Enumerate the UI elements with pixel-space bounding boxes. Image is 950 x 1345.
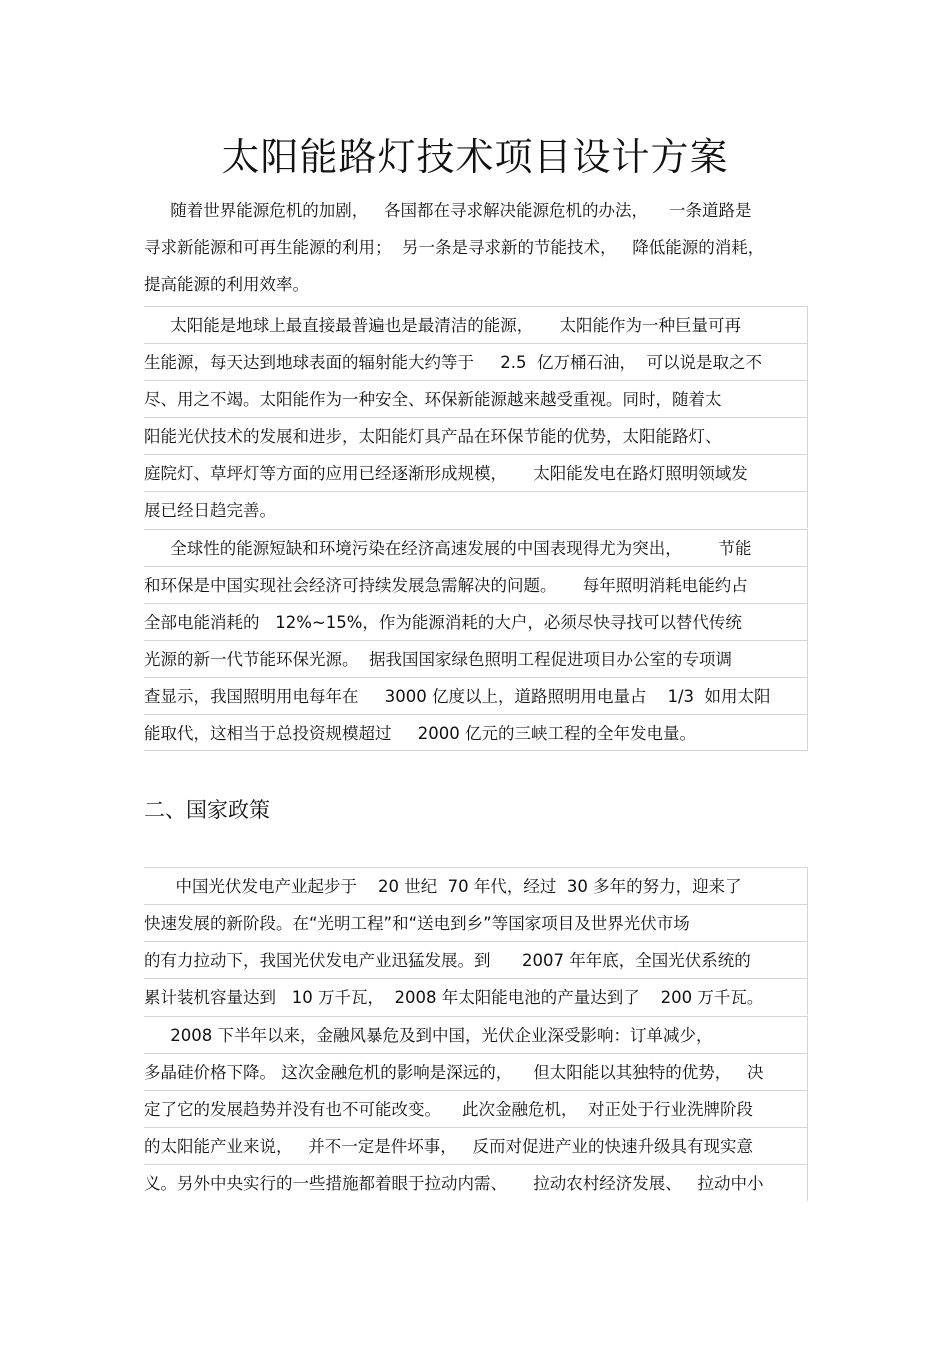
para5-line: 义。另外中央实行的一些措施都着眼于拉动内需、 拉动农村经济发展、 拉动中小 [144, 1164, 808, 1201]
para3-line: 和环保是中国实现社会经济可持续发展急需解决的问题。 每年照明消耗电能约占 [144, 566, 808, 603]
para3-line: 全部电能消耗的 12%~15%，作为能源消耗的大户，必须尽快寻找可以替代传统 [144, 603, 808, 640]
para3-line: 查显示，我国照明用电每年在 3000 亿度以上，道路照明用电量占 1/3 如用太阳 [144, 677, 808, 714]
intro-line: 随着世界能源危机的加剧， 各国都在寻求解决能源危机的办法， 一条道路是 [144, 201, 752, 220]
para5-line: 的太阳能产业来说， 并不一定是件坏事， 反而对促进产业的快速升级具有现实意 [144, 1127, 808, 1164]
para3-line: 能取代，这相当于总投资规模超过 2000 亿元的三峡工程的全年发电量。 [144, 714, 808, 751]
para2-line: 生能源，每天达到地球表面的辐射能大约等于 2.5 亿万桶石油， 可以说是取之不 [144, 343, 808, 380]
para4-line: 快速发展的新阶段。在“光明工程”和“送电到乡”等国家项目及世界光伏市场 [144, 904, 808, 941]
intro-line: 提高能源的利用效率。 [144, 275, 309, 294]
para2-line: 尽、用之不竭。太阳能作为一种安全、环保新能源越来越受重视。同时，随着太 [144, 380, 808, 417]
para4-line: 的有力拉动下，我国光伏发电产业迅猛发展。到 2007 年年底，全国光伏系统的 [144, 941, 808, 978]
para2-line: 庭院灯、草坪灯等方面的应用已经逐渐形成规模， 太阳能发电在路灯照明领域发 [144, 454, 808, 491]
para4-line: 累计装机容量达到 10 万千瓦， 2008 年太阳能电池的产量达到了 200 万千瓦。 [144, 978, 808, 1015]
para2-line: 太阳能是地球上最直接最普遍也是最清洁的能源， 太阳能作为一种巨量可再 [144, 306, 808, 343]
para4-line: 中国光伏发电产业起步于 20 世纪 70 年代，经过 30 多年的努力，迎来了 [144, 867, 808, 904]
para2-line: 阳能光伏技术的发展和进步，太阳能灯具产品在环保节能的优势，太阳能路灯、 [144, 417, 808, 454]
para5-line: 多晶硅价格下降。 这次金融危机的影响是深远的， 但太阳能以其独特的优势， 决 [144, 1053, 808, 1090]
para2-line: 展已经日趋完善。 [144, 491, 808, 528]
para3-line: 全球性的能源短缺和环境污染在经济高速发展的中国表现得尤为突出， 节能 [144, 529, 808, 566]
para5-line: 2008 下半年以来，金融风暴危及到中国，光伏企业深受影响：订单减少， [144, 1016, 808, 1053]
para3-line: 光源的新一代节能环保光源。 据我国国家绿色照明工程促进项目办公室的专项调 [144, 640, 808, 677]
document-title: 太阳能路灯技术项目设计方案 [221, 135, 729, 179]
section-heading: 二、国家政策 [144, 798, 270, 822]
para5-line: 定了它的发展趋势并没有也不可能改变。 此次金融危机， 对正处于行业洗牌阶段 [144, 1090, 808, 1127]
intro-line: 寻求新能源和可再生能源的利用； 另一条是寻求新的节能技术， 降低能源的消耗， [144, 238, 765, 257]
